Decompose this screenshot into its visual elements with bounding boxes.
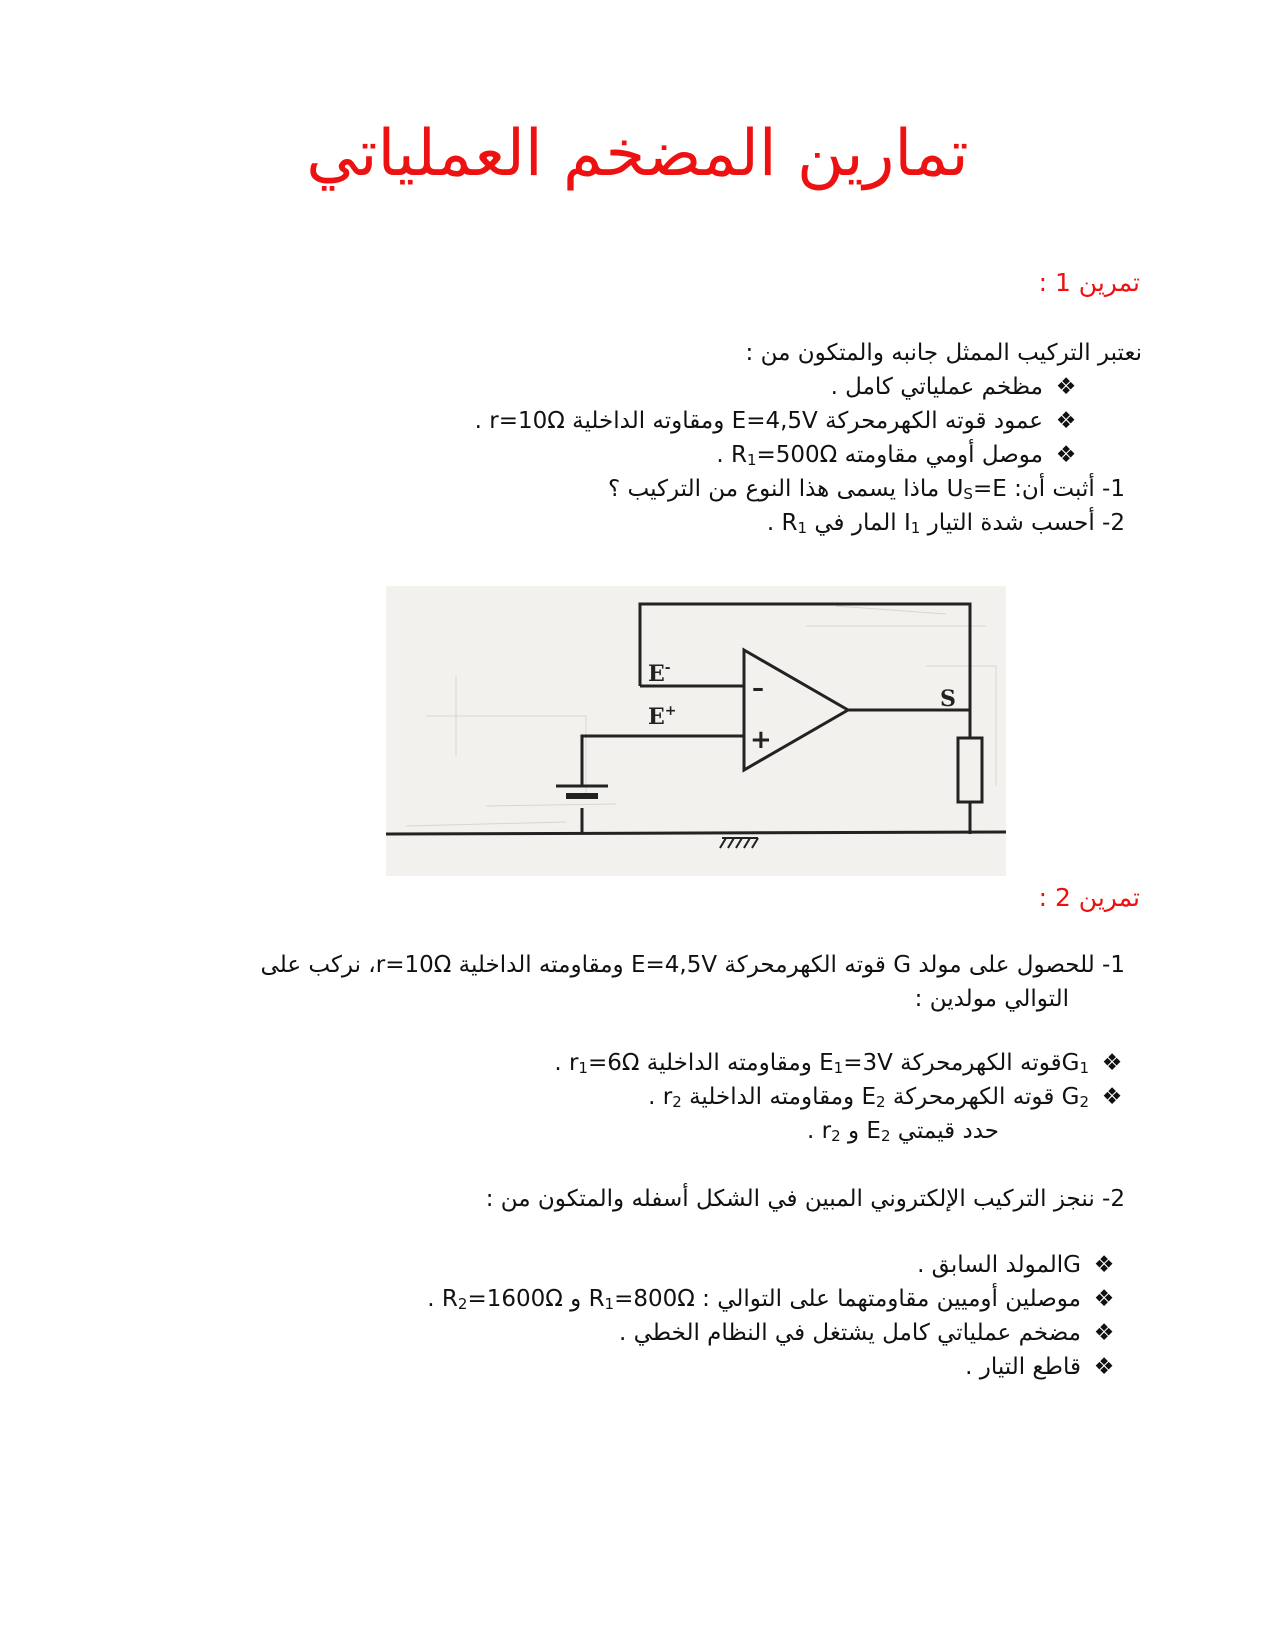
determine-values-line: حدد قيمتي $E_2$ و $r_2$ . <box>807 1118 999 1145</box>
label-e-plus: E+ <box>648 703 677 730</box>
exercise-1-intro: نعتبر التركيب الممثل جانبه والمتكون من : <box>745 340 1142 366</box>
bullet-icon: ❖ <box>1055 408 1077 434</box>
page-title: تمارين المضخم العملياتي <box>306 117 969 191</box>
label-e-minus: E- <box>648 660 671 687</box>
op-amp-minus-sign: – <box>752 674 764 702</box>
generator-g2-item: $❖G_2$ قوته الكهرمحركة $E_2$ ومقاومته الداخلية $r_2$ . <box>648 1080 1125 1114</box>
bullet-icon: ❖ <box>1093 1286 1115 1312</box>
ground-rail <box>386 832 1006 834</box>
bullet-icon: ❖ <box>1093 1320 1115 1346</box>
exercise-2-heading: تمرين 2 : <box>1038 883 1140 912</box>
label-output-s: S <box>940 686 956 712</box>
bullet-icon: ❖ <box>1055 442 1077 468</box>
exercise-1-item-2: ❖عمود قوته الكهرمحركة E=4,5V ومقاوته الداخلية r=10Ω . <box>475 404 1079 438</box>
circuit-diagram <box>386 586 1006 876</box>
bullet-icon: ❖ <box>1093 1252 1115 1278</box>
component-generator: ❖Gالمولد السابق . <box>917 1248 1117 1282</box>
exercise-1-question-1: 1- أثبت أن: $U_S=E$ ماذا يسمى هذا النوع من التركيب ؟ <box>607 476 1125 503</box>
bullet-icon: ❖ <box>1055 374 1077 400</box>
bullet-icon: ❖ <box>1101 1050 1123 1076</box>
component-op-amp: ❖مضخم عملياتي كامل يشتغل في النظام الخطي . <box>619 1316 1117 1350</box>
exercise-2-part-1-line-2: التوالي مولدين : <box>914 986 1069 1012</box>
generator-g1-item: $❖G_1قوته$ الكهرمحركة $E_1=3V$ ومقاومته الداخلية $r_1=6\Omega$ . <box>554 1046 1125 1080</box>
exercise-1-item-3: ❖موصل أومي مقاومته $R_1=500\Omega$ . <box>716 438 1079 472</box>
resistor-symbol <box>958 738 982 802</box>
exercise-2-part-2: 2- ننجز التركيب الإلكتروني المبين في الشكل أسفله والمتكون من : <box>485 1186 1125 1212</box>
exercise-2-part-1-line-1: 1- للحصول على مولد G قوته الكهرمحركة E=4,5V ومقاومته الداخلية r=10Ω، نركب على <box>260 952 1125 978</box>
bullet-icon: ❖ <box>1101 1084 1123 1110</box>
component-resistors: ❖موصلين أوميين مقاومتهما على التوالي : $R_1=800\Omega$ و $R_2=1600\Omega$ . <box>427 1282 1117 1316</box>
op-amp-plus-sign: + <box>750 725 772 755</box>
exercise-1-question-2: 2- أحسب شدة التيار $I_1$ المار في $R_1$ . <box>766 510 1125 537</box>
bullet-icon: ❖ <box>1093 1354 1115 1380</box>
component-switch: ❖قاطع التيار . <box>965 1350 1117 1384</box>
exercise-1-item-1: ❖مظخم عملياتي كامل . <box>831 370 1079 404</box>
exercise-1-heading: تمرين 1 : <box>1038 268 1140 297</box>
